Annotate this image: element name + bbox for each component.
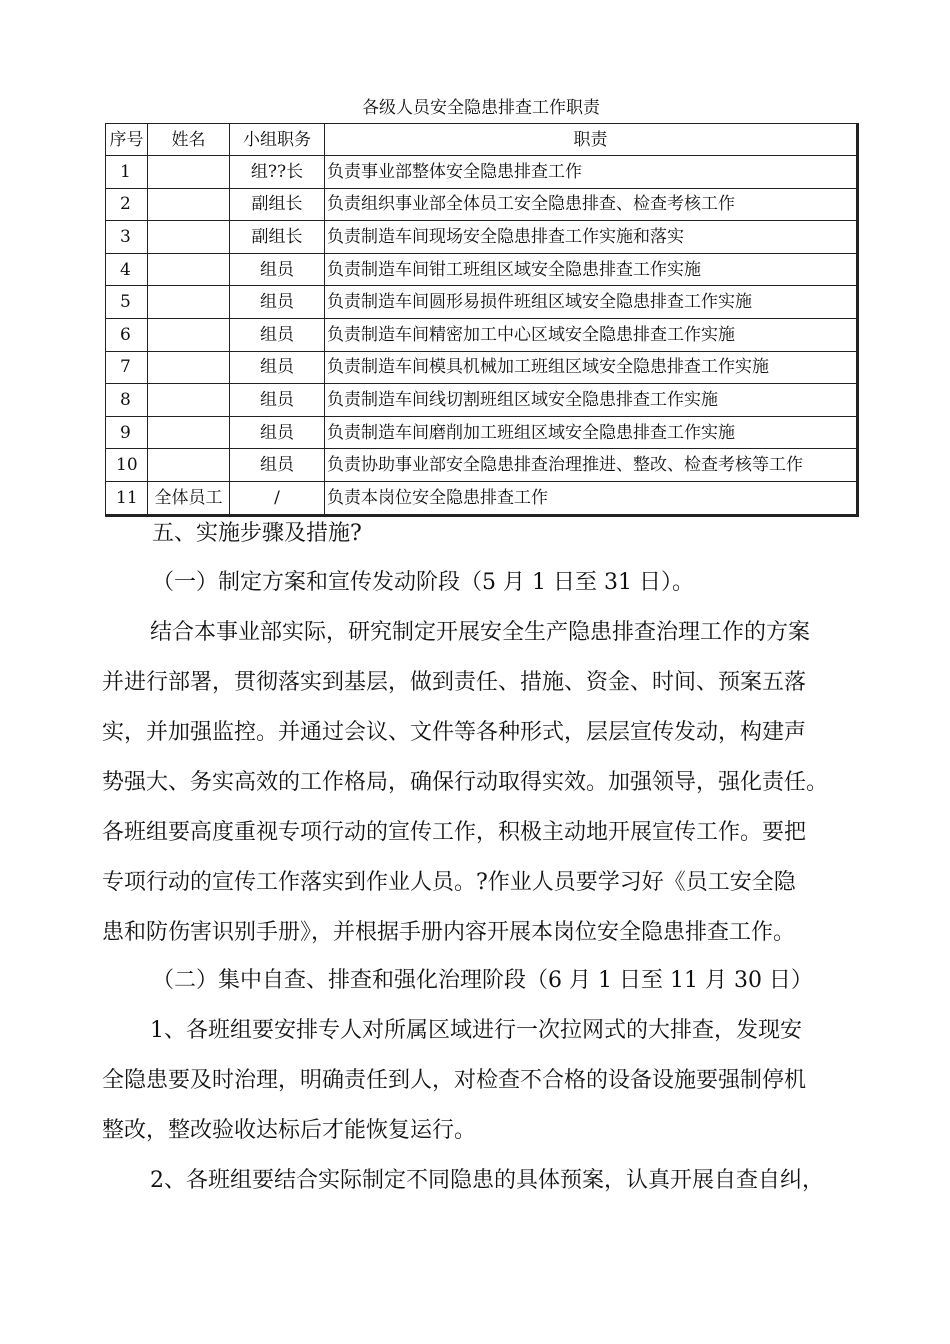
cell-role: 组员 <box>230 384 325 417</box>
item1-paragraph <box>102 1006 862 1156</box>
header-no: 序号 <box>106 124 148 156</box>
cell-no: 11 <box>106 481 148 515</box>
table-header-row <box>106 124 858 156</box>
header-name: 姓名 <box>148 124 230 156</box>
cell-role: 组员 <box>230 253 325 286</box>
paragraph-line: 2、各班组要结合实际制定不同隐患的具体预案，认真开展自查自纠， <box>150 1168 824 1193</box>
paragraph-line: 患和防伤害识别手册》，并根据手册内容开展本岗位安全隐患排查工作。 <box>102 920 796 945</box>
cell-duty: 负责本岗位安全隐患排查工作 <box>325 481 858 515</box>
paragraph-line: 1、各班组要安排专人对所属区域进行一次拉网式的大排查，发现安 <box>150 1018 802 1043</box>
cell-no: 1 <box>106 156 148 189</box>
cell-no: 8 <box>106 384 148 417</box>
paragraph-line: 结合本事业部实际，研究制定开展安全生产隐患排查治理工作的方案 <box>150 620 811 645</box>
cell-role: 组员 <box>230 351 325 384</box>
cell-duty: 负责制造车间圆形易损件班组区域安全隐患排查工作实施 <box>325 286 858 319</box>
cell-name <box>148 253 230 286</box>
item2-paragraph <box>102 1156 862 1206</box>
paragraph-line: 实，并加强监控。并通过会议、文件等各种形式，层层宣传发动，构建声 <box>102 720 807 745</box>
cell-no: 10 <box>106 449 148 482</box>
table-row <box>106 188 858 221</box>
cell-name <box>148 384 230 417</box>
cell-duty: 负责制造车间钳工班组区域安全隐患排查工作实施 <box>325 253 858 286</box>
cell-role: 组员 <box>230 286 325 319</box>
paragraph-line: 整改，整改验收达标后才能恢复运行。 <box>102 1118 477 1143</box>
cell-name <box>148 449 230 482</box>
cell-duty: 负责制造车间现场安全隐患排查工作实施和落实 <box>325 221 858 254</box>
cell-name <box>148 416 230 449</box>
cell-name: 全体员工 <box>148 481 230 515</box>
cell-role: 组员 <box>230 449 325 482</box>
table-row <box>106 221 858 254</box>
paragraph-line: 专项行动的宣传工作落实到作业人员。?作业人员要学习好《员工安全隐 <box>102 870 796 895</box>
cell-name <box>148 286 230 319</box>
cell-duty: 负责制造车间线切割班组区域安全隐患排查工作实施 <box>325 384 858 417</box>
table-row <box>106 351 858 384</box>
table-row <box>106 286 858 319</box>
cell-no: 4 <box>106 253 148 286</box>
cell-role: 组员 <box>230 318 325 351</box>
cell-name <box>148 318 230 351</box>
cell-name <box>148 221 230 254</box>
cell-no: 5 <box>106 286 148 319</box>
paragraph-line: 并进行部署，贯彻落实到基层，做到责任、措施、资金、时间、预案五落 <box>102 670 807 695</box>
table-row <box>106 416 858 449</box>
header-duty: 职责 <box>325 124 858 156</box>
header-role: 小组职务 <box>230 124 325 156</box>
stage1-title: （一）制定方案和宣传发动阶段（5 月 1 日至 31 日）。 <box>152 570 694 595</box>
table-row <box>106 481 858 515</box>
duty-table <box>105 123 859 517</box>
paragraph-line: 势强大、务实高效的工作格局，确保行动取得实效。加强领导，强化责任。 <box>102 770 829 795</box>
cell-duty: 负责制造车间模具机械加工班组区域安全隐患排查工作实施 <box>325 351 858 384</box>
cell-role: 组??长 <box>230 156 325 189</box>
cell-no: 6 <box>106 318 148 351</box>
cell-role: 副组长 <box>230 221 325 254</box>
cell-duty: 负责协助事业部安全隐患排查治理推进、整改、检查考核等工作 <box>325 449 858 482</box>
table-row <box>106 318 858 351</box>
cell-no: 7 <box>106 351 148 384</box>
cell-no: 3 <box>106 221 148 254</box>
table-row <box>106 449 858 482</box>
cell-role: 组员 <box>230 416 325 449</box>
cell-no: 9 <box>106 416 148 449</box>
stage1-paragraph <box>102 608 862 958</box>
table-title: 各级人员安全隐患排查工作职责 <box>362 98 600 118</box>
cell-duty: 负责组织事业部全体员工安全隐患排查、检查考核工作 <box>325 188 858 221</box>
table-row <box>106 156 858 189</box>
table-row <box>106 253 858 286</box>
cell-no: 2 <box>106 188 148 221</box>
cell-name <box>148 156 230 189</box>
cell-duty: 负责制造车间精密加工中心区域安全隐患排查工作实施 <box>325 318 858 351</box>
cell-duty: 负责事业部整体安全隐患排查工作 <box>325 156 858 189</box>
cell-duty: 负责制造车间磨削加工班组区域安全隐患排查工作实施 <box>325 416 858 449</box>
cell-name <box>148 188 230 221</box>
section-heading: 五、实施步骤及措施? <box>152 521 362 546</box>
cell-role: / <box>230 481 325 515</box>
cell-name <box>148 351 230 384</box>
paragraph-line: 全隐患要及时治理，明确责任到人，对检查不合格的设备设施要强制停机 <box>102 1068 807 1093</box>
table-row <box>106 384 858 417</box>
paragraph-line: 各班组要高度重视专项行动的宣传工作，积极主动地开展宣传工作。要把 <box>102 820 807 845</box>
stage2-title: （二）集中自查、排查和强化治理阶段（6 月 1 日至 11 月 30 日） <box>152 968 813 993</box>
cell-role: 副组长 <box>230 188 325 221</box>
